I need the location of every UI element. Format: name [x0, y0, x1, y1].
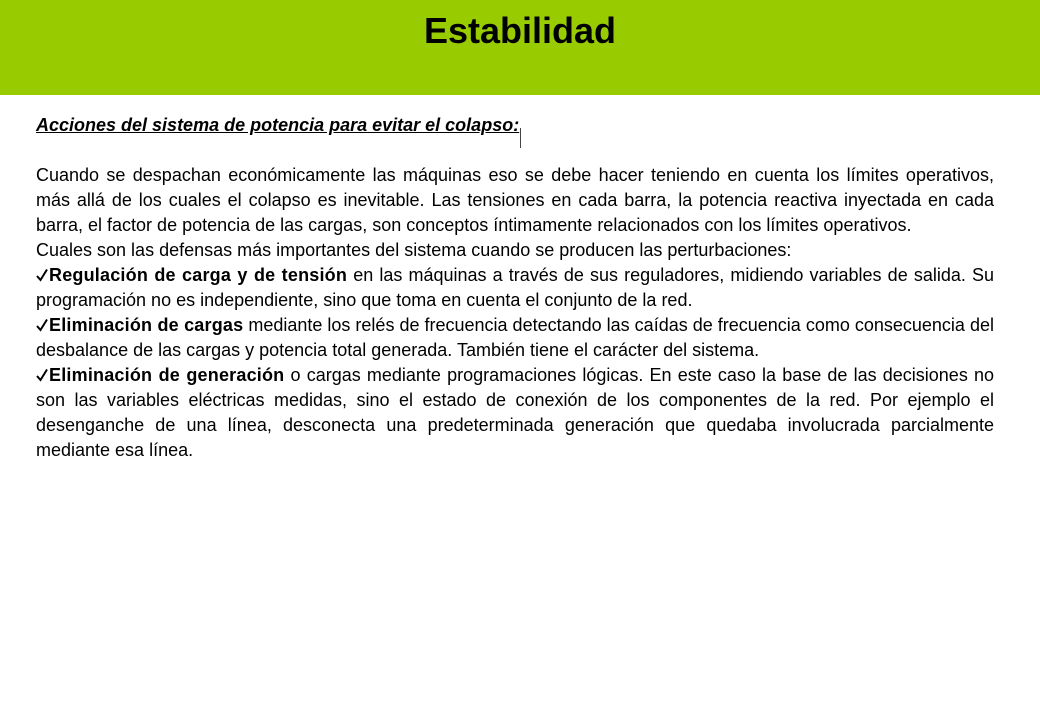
paragraph-limits: Cuando se despachan económicamente las máquinas eso se debe hacer teniendo en cuenta los límites operativos, más allá de los cuales el colapso es inevitable. Las tensiones en cada barra, la potencia reactiva inyectada en cada barra, el factor de potencia de las cargas, son conceptos íntimamente relacionados con los límites operativos.	[36, 165, 994, 235]
checkmark-icon	[36, 268, 48, 282]
paragraph-defenses: Cuales son las defensas más importantes del sistema cuando se producen las perturbaciones:	[36, 240, 792, 260]
bullet-item	[36, 363, 994, 463]
bullet-item	[36, 263, 994, 313]
bullet-bold-text: Eliminación de cargas	[49, 315, 244, 335]
slide-title: Estabilidad	[423, 10, 617, 51]
checkmark-icon	[36, 318, 48, 332]
section-subtitle: Acciones del sistema de potencia para evitar el colapso:	[36, 115, 520, 135]
spacer	[36, 138, 994, 163]
bullet-text: en las máquinas a través de sus reguladores, midiendo variables de salida. Su programación no es independiente, sino que toma en cuenta el conjunto de la red.	[36, 265, 994, 310]
text-cursor	[520, 128, 521, 148]
slide-content	[36, 113, 994, 463]
bullet-text: o cargas mediante programaciones lógicas. En este caso la base de las decisiones no son las variables eléctricas medidas, sino el estado de conexión de los componentes de la red. Por ejemplo el desenganche de una línea, desconecta una predeterminada generación que quedaba involucrada parcialmente mediante esa línea.	[36, 365, 994, 460]
bullet-bold-text: Eliminación de generación	[49, 365, 285, 385]
bullet-item	[36, 313, 994, 363]
bullet-text: mediante los relés de frecuencia detectando las caídas de frecuencia como consecuencia del desbalance de las cargas y potencia total generada. También tiene el carácter del sistema.	[36, 315, 994, 360]
bullet-bold-text: Regulación de carga y de tensión	[49, 265, 348, 285]
checkmark-icon	[36, 368, 48, 382]
